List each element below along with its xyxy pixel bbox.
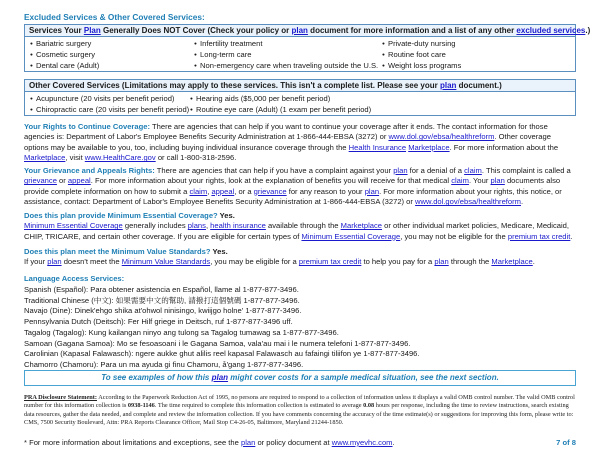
plan-link[interactable]: Plan [83,26,101,35]
mec-answer: Yes. [217,211,235,220]
website-link[interactable]: www.myevhc.com [331,438,393,447]
list-item: • Chiropractic care (20 visits per benefit period) [27,104,189,115]
marketplace-link[interactable]: Marketplace [24,153,66,163]
language-line: Spanish (Español): Para obtener asistencia en Español, llame al 1-877-877-3496. [24,285,299,294]
mvs-question: Does this plan meet the Minimum Value Standards? [24,247,211,256]
marketplace-link[interactable]: Marketplace [408,142,450,152]
healthcare-gov-link[interactable]: www.HealthCare.gov [84,153,156,163]
plan-link[interactable]: plan [434,257,449,267]
list-item: • Long-term care [191,49,252,60]
list-item: • Hearing aids ($5,000 per benefit period) [187,93,330,104]
page-number: 7 of 8 [556,438,576,447]
excluded-services-box [24,24,591,72]
list-item: • Routine foot care [379,49,446,60]
mec-link[interactable]: Minimum Essential Coverage [301,231,401,241]
mec-question: Does this plan provide Minimum Essential Coverage? [24,211,218,220]
plan-link[interactable]: plan [240,438,256,447]
claim-link[interactable]: claim [464,166,482,175]
omb-number: 0938-1146 [127,402,155,410]
mvs-paragraph: Does this plan meet the Minimum Value Standards? Yes. If your plan doesn't meet the Minimum Value Standards, you may be eligible for a premium tax credit to help you pay for a plan through the Marketplace. [24,247,535,267]
grievance-paragraph: Your Grievance and Appeals Rights: There are agencies that can help if you have a complaint against your plan for a denial of a claim. This complaint is called a grievance or appeal. For more information about your rights, look at the explanation of benefits you will receive for that medical claim. Your plan documents also provide complete information on how to submit a claim, appeal, or a grievance for any reason to your plan. For more information about your rights, this notice, or assistance, contact: Department of Labor's Employee Benefits Security Administration at 1-866-444-EBSA (3272) or www.dol.gov/ebsa/healthreform. [24,166,571,207]
health-insurance-link[interactable]: health insurance [210,221,266,231]
mvs-link[interactable]: Minimum Value Standards [121,257,211,267]
continue-coverage-paragraph: Your Rights to Continue Coverage: There are agencies that can help if you want to continue your coverage after it ends. The contact information for those agencies is: Department of Labor's Employee Benefits Security Administration at 1-866-444-EBSA (3272) or www.dol.gov/ebsa/healthreform. Other coverage options may be available to you, too, including buying individual insurance coverage through the Health Insurance Marketplace. For more information about the Marketplace, visit www.HealthCare.gov or call 1-800-318-2596. [24,122,559,163]
language-line: Tagalog (Tagalog): Kung kailangan ninyo ang tulong sa Tagalog tumawag sa 1-877-877-3496. [24,327,339,337]
list-item: • Bariatric surgery [27,38,91,49]
grievance-link[interactable]: grievance [24,176,57,186]
appeal-link[interactable]: appeal [211,186,235,196]
mec-paragraph: Does this plan provide Minimum Essential Coverage? Yes. Minimum Essential Coverage generally includes plans, health insurance available through the Marketplace or other individual market policies, Medicare, Medicaid, CHIP, TRICARE, and certain other coverage. If you are eligible for certain types of Minimum Essential Coverage, you may not be eligible for the premium tax credit. [24,211,573,241]
section-title: Excluded Services & Other Covered Services: [24,12,205,22]
other-covered-header: Other Covered Services (Limitations may apply to these services. This isn't a complete list. Please see your plan document.) [25,80,575,92]
claim-link[interactable]: claim [451,176,469,186]
dol-link[interactable]: www.dol.gov/ebsa/healthreform [415,197,521,207]
grievance-link[interactable]: grievance [253,186,287,196]
pra-title: PRA Disclosure Statement: [24,394,97,401]
premium-tax-credit-link[interactable]: premium tax credit [507,231,571,241]
list-item: • Weight loss programs [379,60,461,71]
plan-link[interactable]: plan [393,166,408,175]
list-item: • Routine eye care (Adult) (1 exam per benefit period) [187,104,371,115]
plan-link[interactable]: plan [439,81,457,90]
list-item: • Acupuncture (20 visits per benefit period) [27,93,174,104]
list-item: • Cosmetic surgery [27,49,95,60]
mvs-answer: Yes. [210,247,228,256]
mec-link[interactable]: Minimum Essential Coverage [24,221,123,231]
language-access-title: Language Access Services: [24,274,125,283]
dol-link[interactable]: www.dol.gov/ebsa/healthreform [388,132,495,142]
language-line: Chamorro (Chamoru): Para un ma ayuda gi finu Chamoru, å'gang 1-877-877-3496. [24,359,304,369]
plan-link[interactable]: plan [364,186,380,196]
pra-disclosure: PRA Disclosure Statement: According to the Paperwork Reduction Act of 1995, no persons are required to respond to a collection of information unless it displays a valid OMB control number. The valid OMB control number for this information collection is 0938-1146. The time required to complete this information collection is estimated to average 0.08 hours per response, including the time to review instructions, search existing data resources, gather the data needed, and complete and review the information collection. If you have comments concerning the accuracy of the time estimate(s) or suggestions for improving this form, please write to: CMS, 7500 Security Boulevard, Attn: PRA Reports Clearance Officer, Mail Stop C4-26-05, Baltimore, Maryland 21244-1850. [24,394,575,426]
language-line: Carolinian (Kapasal Falawasch): ngere aukke ghut alilis reel kapasal Falawasch au fafaingi tiliifon ye 1-877-877-3496. [24,349,420,359]
appeal-link[interactable]: appeal [67,176,91,186]
list-item: • Private-duty nursing [379,38,456,49]
continue-coverage-title: Your Rights to Continue Coverage: [24,122,151,131]
marketplace-link[interactable]: Marketplace [491,257,533,267]
language-line: Samoan (Gagana Samoa): Mo se fesoasoani i le Gagana Samoa, vala'au mai i le numera telefoni 1-877-877-3496. [24,338,411,348]
plan-link[interactable]: plan [211,373,229,382]
plan-link[interactable]: plan [291,26,308,35]
excluded-services-header: Services Your Plan Generally Does NOT Cover (Check your policy or plan document for more information and a list of any other excluded services.) [25,25,575,37]
list-item: • Non-emergency care when traveling outside the U.S. [191,60,378,71]
grievance-title: Your Grievance and Appeals Rights: [24,166,155,175]
excluded-services-link[interactable]: excluded services [516,26,586,35]
hours-estimate: 0.08 [363,402,375,410]
plans-link[interactable]: plans [187,221,206,231]
language-line: Traditional Chinese (中文): 如果需要中文的幫助, 請撥打這個號碼 1-877-877-3496. [24,295,300,305]
health-insurance-link[interactable]: Health Insurance [348,142,407,152]
list-item: • Infertility treatment [191,38,262,49]
other-covered-services-box [24,79,576,116]
premium-tax-credit-link[interactable]: premium tax credit [298,257,362,267]
claim-link[interactable]: claim [189,186,208,196]
plan-link[interactable]: plan [47,257,62,267]
language-line: Navajo (Dine): Dinek'ehgo shika at'ohwol ninisingo, kwiijgo holne' 1-877-877-3496. [24,306,302,316]
next-section-callout: To see examples of how this plan might cover costs for a sample medical situation, see the next section. [24,370,576,386]
page-footer: * For more information about limitations and exceptions, see the plan or policy document at www.myevhc.com. 7 of 8 [24,438,576,447]
plan-link[interactable]: plan [490,176,505,186]
marketplace-link[interactable]: Marketplace [340,221,383,231]
list-item: • Dental care (Adult) [27,60,99,71]
language-line: Pennsylvania Dutch (Deitsch): Fer Hilf griege in Deitsch, ruf 1-877-877-3496 uff. [24,317,293,327]
